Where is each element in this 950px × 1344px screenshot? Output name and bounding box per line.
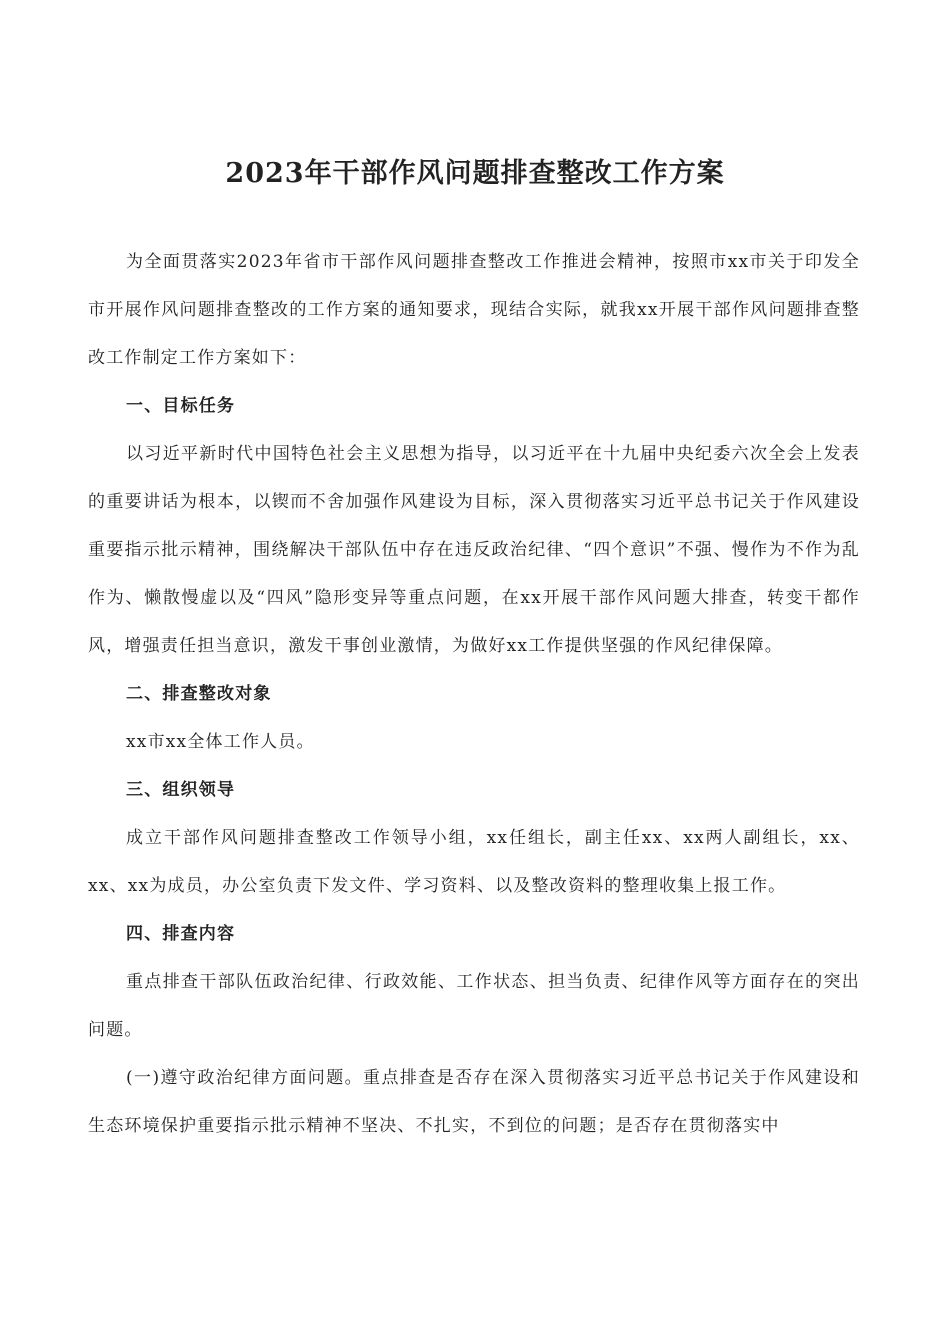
intro-paragraph: 为全面贯落实2023年省市干部作风问题排查整改工作推进会精神，按照市xx市关于印发全市开展作风问题排查整改的工作方案的通知要求，现结合实际，就我xx开展干部作风问题排查整改工作制定工作方案如下：: [88, 252, 860, 368]
section-text-goals: 以习近平新时代中国特色社会主义思想为指导，以习近平在十九届中央纪委六次全会上发表的重要讲话为根本，以锲而不舍加强作风建设为目标，深入贯彻落实习近平总书记关于作风建设重要指示批示精神，围绕解决干部队伍中存在违反政治纪律、“四个意识”不强、慢作为不作为乱作为、懒散慢虚以及“四风”隐形变异等重点问题，在xx开展干部作风问题大排查，转变干都作风，增强责任担当意识，激发干事创业激情，为做好xx工作提供坚强的作风纪律保障。: [88, 444, 860, 656]
section-heading-leadership: 三、组织领导: [126, 780, 236, 800]
document-body: [88, 238, 860, 1150]
section-text-leadership: 成立干部作风问题排查整改工作领导小组，xx任组长，副主任xx、xx两人副组长，xx、xx、xx为成员，办公室负责下发文件、学习资料、以及整改资料的整理收集上报工作。: [88, 828, 860, 896]
document-title: 2023年干部作风问题排查整改工作方案: [225, 158, 725, 189]
section-heading-content: 四、排查内容: [126, 924, 236, 944]
item-political-discipline: (一)遵守政治纪律方面问题。重点排查是否存在深入贯彻落实习近平总书记关于作风建设和生态环境保护重要指示批示精神不坚决、不扎实，不到位的问题；是否存在贯彻落实中: [88, 1068, 860, 1136]
section-heading-goals: 一、目标任务: [126, 396, 236, 416]
section-text-targets: xx市xx全体工作人员。: [126, 732, 315, 752]
section-heading-targets: 二、排查整改对象: [126, 684, 272, 704]
section-text-content: 重点排查干部队伍政治纪律、行政效能、工作状态、担当负责、纪律作风等方面存在的突出问题。: [88, 972, 860, 1040]
